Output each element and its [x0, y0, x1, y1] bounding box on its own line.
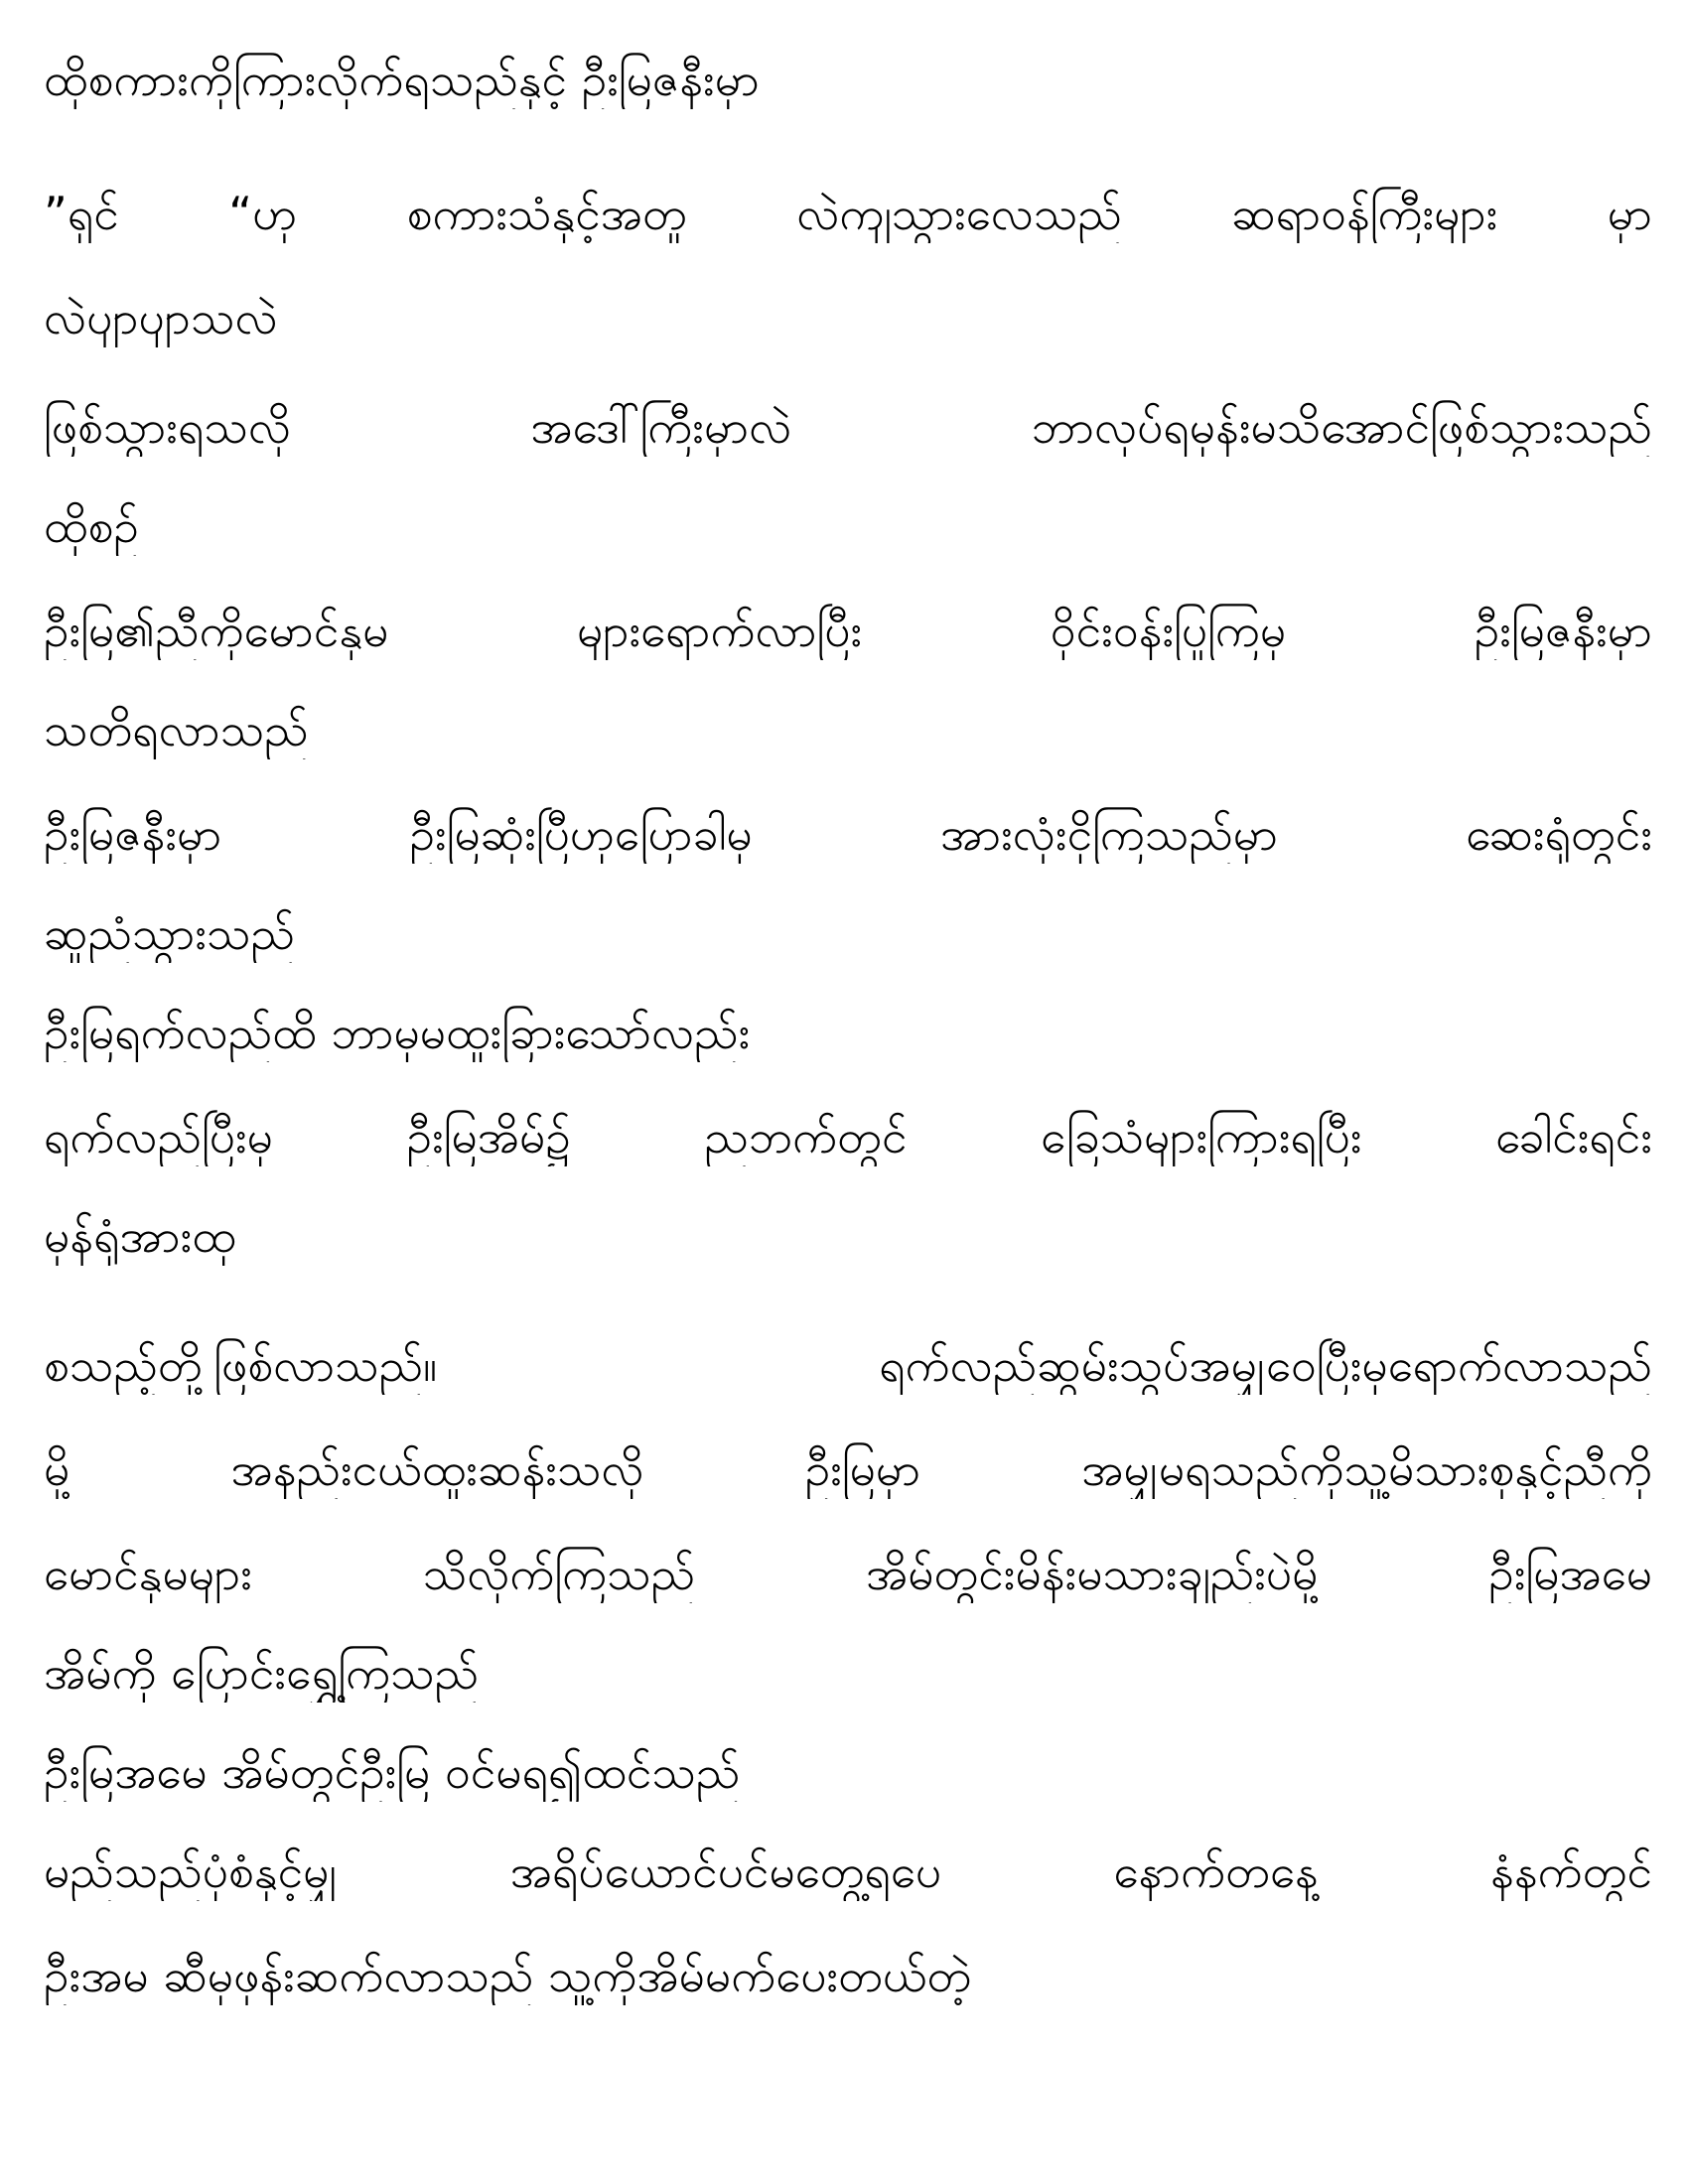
text-line: သတိရလာသည်	[44, 703, 309, 756]
text-line: ဖြစ်သွားရသလို အဒေါ်ကြီးမှာလဲ ဘာလုပ်ရမှန်းမသိအောင်ဖြစ်သွားသည်	[44, 400, 1652, 454]
text-line: စသည့်တို့ဖြစ်လာသည်။ ရက်လည်ဆွမ်းသွပ်အမျှဝေပြီးမှရောက်လာသည်	[44, 1338, 1652, 1392]
text-line: ထိုစဥ်	[44, 499, 139, 553]
text-line: ရက်လည်ပြီးမှ ဦးမြအိမ်၌ ညဘက်တွင် ခြေသံများကြားရပြီး ခေါင်းရင်း	[44, 1110, 1652, 1163]
text-line: ဦးမြအမေ အိမ်တွင်ဦးမြ ဝင်မရ၍ထင်သည်	[44, 1745, 741, 1799]
text-line: အိမ်ကို ပြောင်းရွှေ့ကြသည်	[44, 1646, 480, 1700]
text-line: ဦးမြ၏ညီကိုမောင်နှမ များရောက်လာပြီး ဝိုင်းဝန်းပြုကြမှ ဦးမြဇနီးမှာ	[44, 604, 1652, 657]
text-line: မို့ အနည်းငယ်ထူးဆန်းသလို ဦးမြမှာ အမျှမရသည်ကိုသူ့မိသားစုနှင့်ညီကို	[44, 1442, 1652, 1496]
text-line: လဲပျာပျာသလဲ	[44, 291, 278, 344]
text-line: ထိုစကားကိုကြားလိုက်ရသည်နှင့် ဦးမြဇနီးမှာ	[44, 53, 760, 106]
text-line: မောင်နှမများ သိလိုက်ကြသည် အိမ်တွင်းမိန်းမသားချည်းပဲမို့ ဦးမြအမေ	[44, 1547, 1652, 1600]
text-line: မည်သည်ပုံစံနှင့်မျှ အရိပ်ယောင်ပင်မတွေ့ရပေ နောက်တနေ့ နံနက်တွင်	[44, 1844, 1652, 1898]
text-line: ဦးမြရက်လည်ထိ ဘာမှမထူးခြားသော်လည်း	[44, 1006, 751, 1059]
text-line: ”ရှင် “ဟု စကားသံနှင့်အတူ လဲကျသွားလေသည် ဆရာဝန်ကြီးများ မှာ	[44, 187, 1652, 240]
text-line: ဆူညံသွားသည်	[44, 906, 295, 960]
text-line: ဦးအမ ဆီမှဖုန်းဆက်လာသည် သူ့ကိုအိမ်မက်ပေးတယ်တဲ့	[44, 1949, 972, 2002]
text-line: ဦးမြဇနီးမှာ ဦးမြဆုံးပြီဟုပြောခါမှ အားလုံးငိုကြသည်မှာ ဆေးရုံတွင်း	[44, 807, 1652, 861]
text-line: မှန်ရုံအားထု	[44, 1209, 236, 1263]
